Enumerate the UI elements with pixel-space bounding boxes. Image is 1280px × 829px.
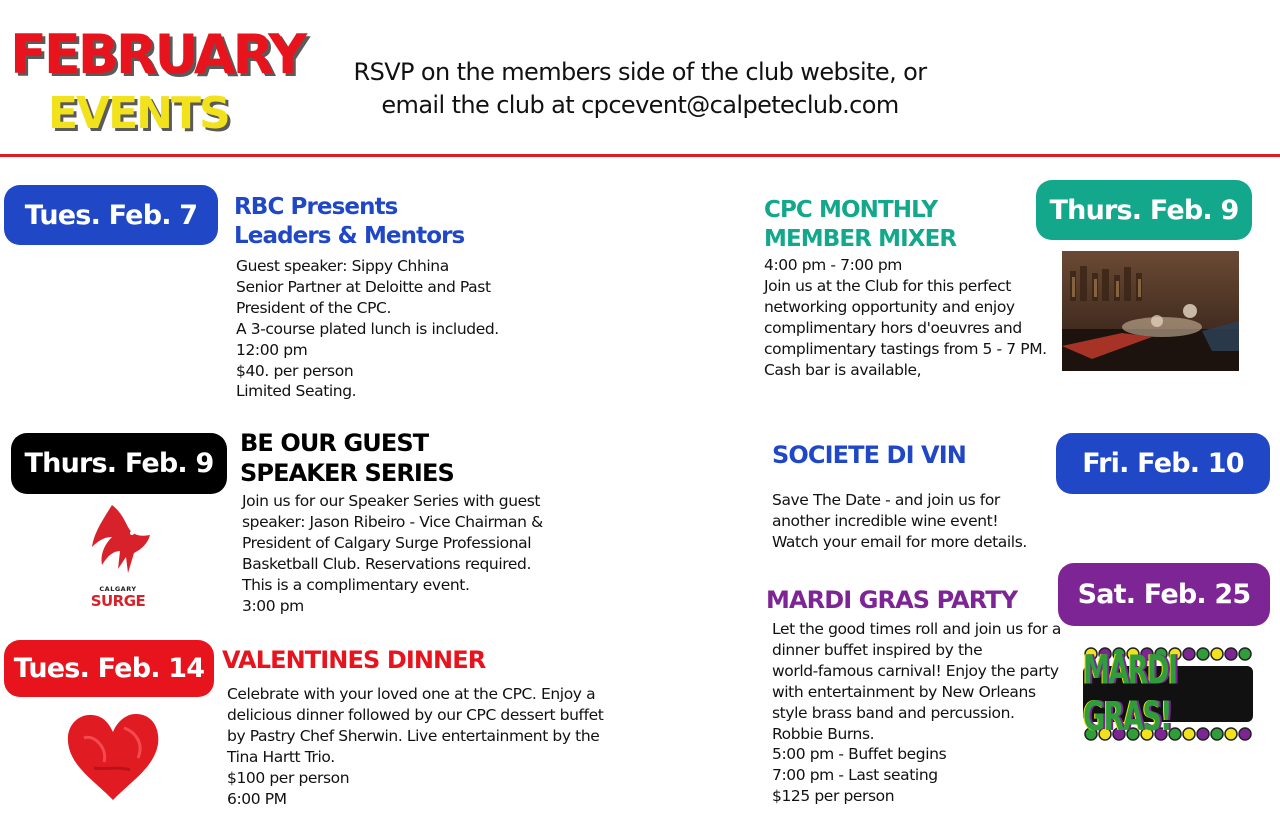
event-title-speaker: [240, 428, 454, 488]
detail-line: networking opportunity and enjoy: [764, 297, 1015, 316]
detail-line: complimentary tastings from 5 - 7 PM.: [764, 339, 1047, 358]
date-badge-vin: Fri. Feb. 10: [1056, 433, 1270, 494]
date-badge-mixer: Thurs. Feb. 9: [1036, 180, 1252, 240]
event-title-line: Leaders & Mentors: [234, 223, 465, 249]
event-details-speaker: [242, 491, 543, 616]
detail-line: Basketball Club. Reservations required.: [242, 554, 531, 573]
detail-line: speaker: Jason Ribeiro - Vice Chairman &: [242, 512, 543, 531]
mardi-gras-logo-text: MARDI GRAS!: [1083, 647, 1177, 741]
detail-line: 5:00 pm - Buffet begins: [772, 745, 947, 764]
detail-line: Limited Seating.: [236, 382, 357, 401]
event-title-line: MEMBER MIXER: [764, 226, 957, 252]
event-title-line: SPEAKER SERIES: [240, 459, 454, 487]
detail-line: complimentary hors d'oeuvres and: [764, 318, 1022, 337]
bar-photo-icon: [1062, 251, 1239, 371]
page-title-february: FEBRUARY: [10, 23, 305, 86]
event-details-vin: [772, 490, 1027, 553]
date-badge-mardi: Sat. Feb. 25: [1058, 563, 1270, 626]
detail-line: Cash bar is available,: [764, 360, 922, 379]
surge-bird-icon: [82, 503, 154, 585]
event-title-vin: SOCIETE DI VIN: [772, 441, 966, 469]
mardi-gras-logo: [1083, 646, 1253, 742]
detail-line: $40. per person: [236, 361, 354, 380]
event-title-mardi: MARDI GRAS PARTY: [766, 586, 1018, 614]
detail-line: Guest speaker: Sippy Chhina: [236, 257, 449, 275]
detail-line: 4:00 pm - 7:00 pm: [764, 256, 902, 274]
page-title-events: EVENTS: [48, 88, 229, 139]
detail-line: 12:00 pm: [236, 340, 308, 359]
date-badge-rbc: Tues. Feb. 7: [4, 185, 218, 245]
logo-text-small: CALGARY: [99, 585, 137, 593]
detail-line: delicious dinner followed by our CPC dessert buffet: [227, 705, 604, 724]
detail-line: with entertainment by New Orleans: [772, 682, 1036, 701]
detail-line: world-famous carnival! Enjoy the party: [772, 661, 1059, 680]
detail-line: $125 per person: [772, 787, 895, 806]
detail-line: 7:00 pm - Last seating: [772, 766, 938, 785]
detail-line: Senior Partner at Deloitte and Past: [236, 277, 491, 296]
rsvp-notice: [340, 56, 940, 122]
detail-line: Join us at the Club for this perfect: [764, 276, 1011, 295]
detail-line: Watch your email for more details.: [772, 532, 1027, 551]
logo-text-big: SURGE: [90, 592, 146, 610]
rsvp-line-2: email the club at cpcevent@calpeteclub.com: [381, 91, 899, 119]
detail-line: Save The Date - and join us for: [772, 491, 1000, 509]
detail-line: Celebrate with your loved one at the CPC. Enjoy a: [227, 685, 596, 703]
detail-line: 6:00 PM: [227, 789, 287, 808]
rsvp-line-1: RSVP on the members side of the club website, or: [353, 58, 927, 86]
event-title-line: CPC MONTHLY: [764, 197, 938, 223]
heart-icon: [64, 708, 162, 803]
detail-line: President of Calgary Surge Professional: [242, 533, 532, 552]
detail-line: $100 per person: [227, 768, 350, 787]
header-divider: [0, 154, 1280, 157]
event-details-mardi: [772, 619, 1061, 807]
detail-line: another incredible wine event!: [772, 511, 999, 530]
detail-line: style brass band and percussion.: [772, 703, 1015, 722]
detail-line: Robbie Burns.: [772, 724, 875, 743]
detail-line: dinner buffet inspired by the: [772, 640, 983, 659]
date-badge-speaker: Thurs. Feb. 9: [11, 433, 227, 494]
event-details-valentines: [227, 684, 603, 809]
event-details-mixer: [764, 255, 1047, 380]
event-details-rbc: [236, 256, 499, 402]
event-title-valentines: VALENTINES DINNER: [222, 646, 486, 674]
event-title-line: RBC Presents: [234, 194, 398, 220]
detail-line: Let the good times roll and join us for a: [772, 620, 1062, 638]
calgary-surge-logo: [82, 503, 154, 611]
event-title-mixer: [764, 196, 956, 254]
detail-line: This is a complimentary event.: [242, 575, 470, 594]
event-title-rbc: [234, 193, 464, 251]
date-badge-valentines: Tues. Feb. 14: [4, 640, 214, 697]
detail-line: Tina Hartt Trio.: [227, 747, 335, 766]
detail-line: A 3-course plated lunch is included.: [236, 319, 499, 338]
detail-line: President of the CPC.: [236, 298, 391, 317]
detail-line: 3:00 pm: [242, 596, 304, 615]
detail-line: by Pastry Chef Sherwin. Live entertainment by the: [227, 726, 600, 745]
event-title-line: BE OUR GUEST: [240, 429, 429, 457]
detail-line: Join us for our Speaker Series with guest: [242, 492, 541, 510]
